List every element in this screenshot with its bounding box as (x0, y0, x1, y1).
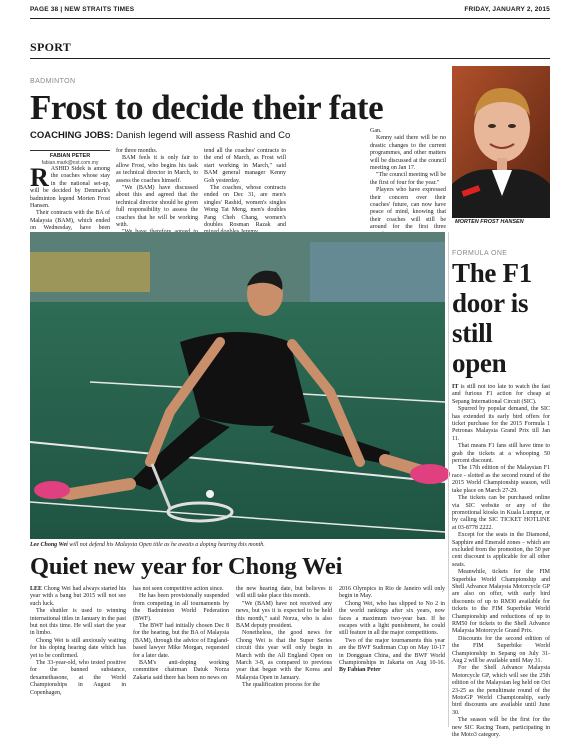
badminton-column-3b (292, 148, 364, 228)
badminton-kicker: BADMINTON (30, 78, 76, 85)
chongwei-lead-word: LEE (30, 586, 43, 592)
subhead-text: Danish legend will assess Rashid and Co (116, 130, 291, 141)
f1-headline: The F1 door is still open (452, 258, 532, 378)
badminton-column-1: RASHID Sidek is among the coaches whose stay in the national set-up, will be decided by Denmark's badminton legend Morten Frost Hansen. Their contracts with the BA of Malaysia (BAM), which ended on Wednesday, have been (30, 163, 110, 232)
main-photo (30, 232, 445, 539)
chongwei-signoff: By Fabian Peter (339, 667, 381, 674)
badminton-column-2: for three months. BAM feels it is only fair to allow Frost, who begins his task as technical director in March, to assess the coaches himself. "We (BAM) have discussed about this and agreed that the technical director should be given full responsibility to assess the coaches that he will be working with. (116, 148, 198, 229)
page-date: FRIDAY, JANUARY 2, 2015 (464, 6, 550, 13)
paper-name: NEW STRAITS TIMES (64, 6, 135, 13)
header-rule (30, 18, 550, 19)
column-divider (448, 232, 449, 727)
byline-email: fabian.mark@nst.com.my (41, 160, 99, 166)
chongwei-column-3: the new hearing date, but believes it will still take place this month. "We (BAM) have not received any news, but yes it is expected to be held this month," said Norza, who is also BAM deputy president. Nonetheless, the good news for Chong Wei is that the Super Series circuit this year will only begin in March with the All England Open on March 3-8, as compared to previous year that began with the Korea and Malaysia Open in January. The qualification process for the (236, 586, 332, 689)
section-label: SPORT (30, 40, 72, 54)
dropcap: R (30, 163, 49, 192)
f1-column: IT is still not too late to watch the fast and furious F1 action for cheap at Sepang International Circuit (SIC). Spurred by popular demand, the SIC has extended its early bird offers for ticket purchase for the 2015 Formula 1 Petronas Malaysia Grand Prix till Jan 11. That means F1 fans still have time to grab the tickets at a whooping 50 percent discount. The 17th edition of the Malaysian F1 race - slotted as the second round of the 2015 World Championship season, will take place on March 27-29. The tickets can be purchased online via SIC website or any of the promotional kiosks in Kuala Lumpur, or by calling the SIC TICKET HOTLINE at 03-8778 2222. Except for the seats in the Diamond, Sapphire and Emerald zones – which are excluded from the promotion, the 50 per cent discount is applicable for all other seats. Meanwhile, tickets for the FIM Superbike World Championship and Shell Advance Malaysia Motorcycle GP are also on offer, with early bird discounts of up to RM30 available for tickets to the FIM Superbike World Championship and reductions of up to RM50 for tickets to the Shell Advance Malaysia Motorcycle Grand Prix. Discounts for the second edition of the FIM Superbike World Championship in Sepang on July 31-Aug 2 will be available until May 31. For the Shell Advance Malaysia Motorcycle GP, which will see the 25th edition of the Malaysian leg held on Oct 23-25 as the penultimate round of the MotoGP World Championship, early bird discounts are available until June 30. The season will be the first for the new SIC Racing Team, participating in the Moto3 category. (452, 384, 550, 739)
badminton-column-4: Gan. Kenny said there will be no drastic changes to the current programmes, and other matters will be discussed at the council meeting on Jan 17. "The council meeting will be the first of four for the year." Players who have expressed their concern over their coaches' future, can now have peace of mind, knowing that their coaches will still be around for the first three (370, 128, 446, 231)
portrait-illustration (452, 66, 550, 218)
portrait-photo (452, 66, 550, 218)
photo-caption (30, 542, 445, 548)
subhead-tag: COACHING JOBS: (30, 130, 114, 141)
badminton-subhead (30, 130, 290, 141)
badminton-player-illustration (30, 232, 445, 539)
badminton-column-3: tend all the coaches' contracts to the end of March, as Frost will start working in March," said BAM general manager Kenny Goh yesterday. The coaches, whose contracts ended on Dec 31, are men's singles' Rashid, women's singles Wong Tat Meng, men's doubles Pang Cheh Chang, women's doubles Rosman Razak and (204, 148, 286, 229)
caption-text: will not defend his Malaysia Open title as he awaits a doping hearing this month. (69, 542, 265, 548)
badminton-headline: Frost to decide their fate (30, 88, 384, 127)
byline-name: FABIAN PETER (30, 150, 110, 159)
chongwei-headline: Quiet new year for Chong Wei (30, 553, 343, 580)
chongwei-column-4: 2016 Olympics in Rio de Janeiro will only begin in May. Chong Wei, who has slipped to No 2 in the world rankings after six years, now faces a maximum two-year ban. If he escapes with a light punishment, he could still feature in all the major competitions. Two of the major tournaments this year are the BWF Sudirman Cup on May 10-17 in Dongguan China, and the BWF World Championships in Jakarta on Aug 10-16. By Fabian Peter (339, 586, 445, 674)
section-rule (30, 58, 550, 59)
page-folio: PAGE 38 | NEW STRAITS TIMES (30, 6, 135, 13)
page-header (30, 6, 550, 16)
page-number: PAGE 38 (30, 6, 59, 13)
chongwei-column-2: has not seen competitive action since. He has been provisionally suspended from competing in all tournaments by the Badminton World Federation (BWF). The BWF had initially chosen Dec 8 for the hearing, but the BA of Malaysia (BAM), through the advice of England-based lawyer Mike Morgan, requested for a later date. BAM's anti-doping working committee chairman Datuk Norza Zakaria said there has been no news on (133, 586, 229, 681)
caption-name: Lee Chong Wei (30, 542, 68, 548)
f1-kicker: FORMULA ONE (452, 250, 508, 257)
f1-lead-word: IT (452, 384, 459, 390)
chongwei-column-1: LEE Chong Wei had always started his year with a bang but 2015 will not see such luck. The shuttler is used to winning international titles in January in the past but not this time. He will start the year in limbo. Chong Wei is still anxiously waiting for his doping hearing date which has yet to be confirmed. The 33-year-old, who tested positive for the banned substance, dexamethasone, at the World Championships in August in Copenhagen, (30, 586, 127, 696)
portrait-caption: MORTEN FROST HANSEN (455, 219, 524, 225)
